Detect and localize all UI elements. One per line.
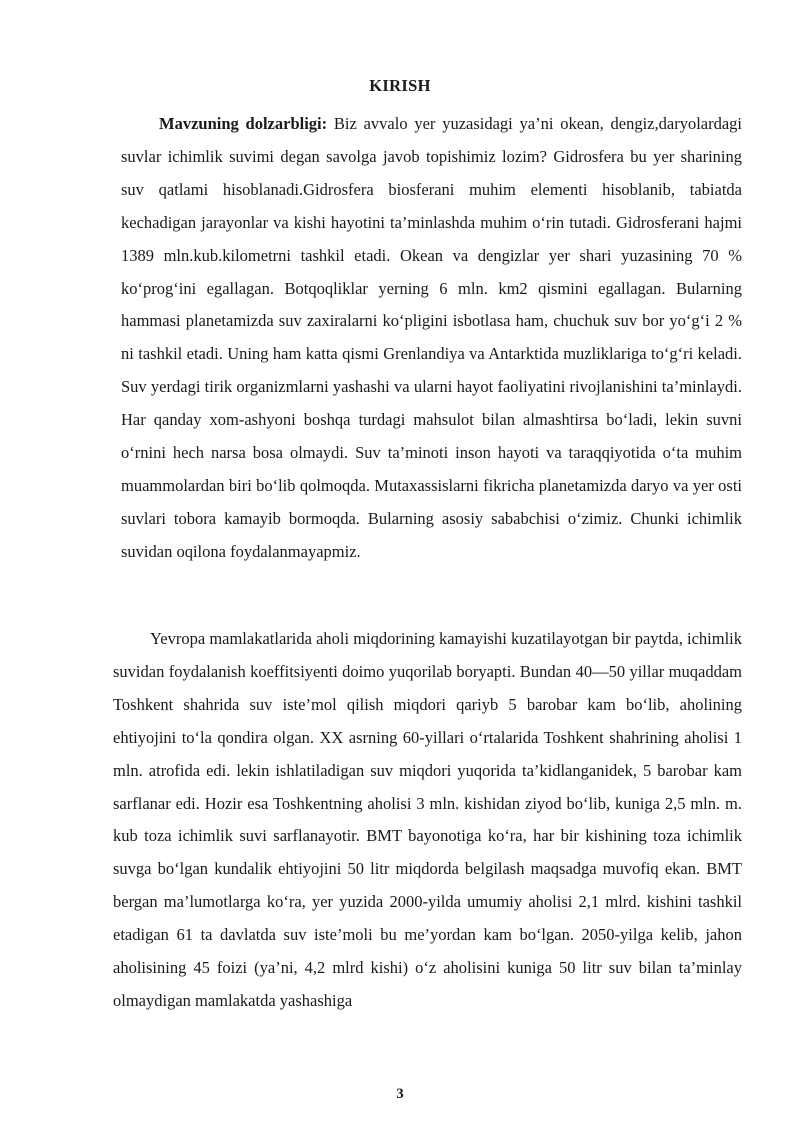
section-text: Biz avvalo yer yuzasidagi ya’ni okean, dengiz,daryolardagi suvlar ichimlik suvimi degan savolga javob topishimiz lozim? Gidrosfera bu yer sharining suv qatlami hisoblanadi.Gidrosfera biosferani muhim elementi hisoblanib, tabiatda kechadigan jarayonlar va kishi hayotini ta’minlashda muhim o‘rin tutadi. Gidrosferani hajmi 1389 mln.kub.kilometrni tashkil etadi. Okean va dengizlar yer shari yuzasining 70 % ko‘prog‘ini egallagan. Botqoqliklar yerning 6 mln. km2 qismini egallagan. Bularning hammasi planetamizda suv zaxiralarni ko‘pligini isbotlasa ham, chuchuk suv bor yo‘g‘i 2 % ni tashkil etadi. Uning ham katta qismi Grenlandiya va Antarktida muzliklariga to‘g‘ri keladi. Suv yerdagi tirik organizmlarni yashashi va ularni hayot faoliyatini rivojlanishini ta’minlaydi. Har qanday xom-ashyoni boshqa turdagi mahsulot bilan almashtirsa bo‘ladi, lekin suvni o‘rnini hech narsa bosa olmaydi. Suv ta’minoti inson hayoti va taraqqiyotida o‘ta muhim muammolardan biri bo‘lib qolmoqda. Mutaxassislarni fikricha planetamizda daryo va yer osti suvlari tobora kamayib bormoqda. Bularning asosiy sababchisi o‘zimiz. Chunki ichimlik suvidan oqilona foydalanmayapmiz. (121, 114, 742, 561)
relevance-section (121, 108, 742, 569)
section-heading: Mavzuning dolzarbligi: (159, 114, 328, 133)
page-title: KIRISH (369, 76, 431, 95)
paragraph-2: Yevropa mamlakatlarida aholi miqdorining kamayishi kuzatilayotgan bir paytda, ichimlik suvidan foydalanish koeffitsiyenti doimo yuqorilab boryapti. Bundan 40—50 yillar muqaddam Toshkent shahrida suv iste’mol qilish miqdori qariyb 5 barobar kam bo‘lib, aholining ehtiyojini to‘la qondira olgan. XX asrning 60-yillari o‘rtalarida Toshkent shahrining aholisi 1 mln. atrofida edi. lekin ishlatiladigan suv miqdori yuqorida ta’kidlanganidek, 5 barobar kam sarflanar edi. Hozir esa Toshkentning aholisi 3 mln. kishidan ziyod bo‘lib, kuniga 2,5 mln. m. kub toza ichimlik suvi sarflanayotir. BMT bayonotiga ko‘ra, har bir kishining toza ichimlik suvga bo‘lgan kundalik ehtiyojini 50 litr miqdorda belgilash maqsadga muvofiq ekan. BMT bergan ma’lumotlarga ko‘ra, yer yuzida 2000-yilda umumiy aholisi 2,1 mlrd. kishini tashkil etadigan 61 ta davlatda suv iste’moli bu me’yordan kam bo‘lgan. 2050-yilga kelib, jahon aholisining 45 foizi (ya’ni, 4,2 mlrd kishi) o‘z aholisini kuniga 50 litr suv bilan ta’minlay olmaydigan mamlakatda yashashiga (113, 629, 742, 1010)
relevance-paragraph (121, 108, 742, 569)
page-number: 3 (396, 1086, 404, 1102)
